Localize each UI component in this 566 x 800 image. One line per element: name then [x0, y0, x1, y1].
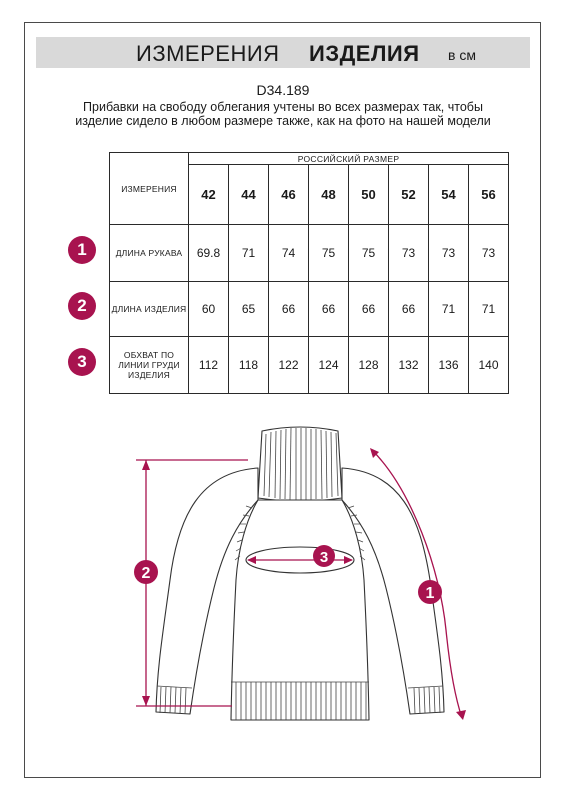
table-cell: 65	[229, 282, 269, 337]
table-cell: 66	[389, 282, 429, 337]
table-row-sleeve-length	[110, 225, 509, 282]
row-badge-length: 2	[68, 292, 96, 320]
size-group-label: РОССИЙСКИЙ РАЗМЕР	[189, 153, 509, 165]
row-label: ОБХВАТ ПО ЛИНИИ ГРУДИ ИЗДЕЛИЯ	[110, 337, 189, 394]
table-cell: 73	[389, 225, 429, 282]
sweater-body	[231, 500, 369, 720]
table-cell: 136	[429, 337, 469, 394]
table-row-garment-length	[110, 282, 509, 337]
table-cell: 66	[309, 282, 349, 337]
table-cell: 132	[389, 337, 429, 394]
table-cell: 75	[349, 225, 389, 282]
article-code: D34.189	[256, 82, 310, 98]
size-header: 50	[349, 165, 389, 225]
diagram-marker-length	[134, 560, 158, 584]
diagram-marker-chest	[313, 545, 335, 567]
sweater-diagram	[0, 420, 566, 750]
row-badge-sleeve: 1	[68, 236, 96, 264]
table-cell: 71	[229, 225, 269, 282]
diagram-marker-sleeve	[418, 580, 442, 604]
size-header: 44	[229, 165, 269, 225]
header-title-garment: ИЗДЕЛИЯ	[309, 41, 420, 66]
marker-sleeve-label: 1	[425, 585, 435, 602]
table-cell: 118	[229, 337, 269, 394]
table-cell: 69.8	[189, 225, 229, 282]
table-cell: 112	[189, 337, 229, 394]
table-cell: 128	[349, 337, 389, 394]
header-unit: в см	[448, 47, 476, 63]
size-header: 52	[389, 165, 429, 225]
table-cell: 74	[269, 225, 309, 282]
size-header: 48	[309, 165, 349, 225]
table-row-chest-girth	[110, 337, 509, 394]
table-cell: 71	[429, 282, 469, 337]
corner-label: ИЗМЕРЕНИЯ	[110, 153, 189, 225]
table-cell: 73	[469, 225, 509, 282]
size-header: 56	[469, 165, 509, 225]
row-label: ДЛИНА ИЗДЕЛИЯ	[110, 282, 189, 337]
table-cell: 71	[469, 282, 509, 337]
table-cell: 122	[269, 337, 309, 394]
size-table	[109, 152, 509, 394]
header-title-measurements: ИЗМЕРЕНИЯ	[136, 41, 280, 66]
table-cell: 60	[189, 282, 229, 337]
table-cell: 140	[469, 337, 509, 394]
fit-note: Прибавки на свободу облегания учтены во всех размерах так, чтобы изделие сидело в любом размере также, как на фото на нашей модели	[75, 100, 491, 128]
size-header: 54	[429, 165, 469, 225]
table-cell: 66	[349, 282, 389, 337]
marker-length-label: 2	[141, 565, 151, 582]
row-label: ДЛИНА РУКАВА	[110, 225, 189, 282]
marker-chest-label: 3	[319, 549, 329, 566]
table-cell: 66	[269, 282, 309, 337]
table-cell: 75	[309, 225, 349, 282]
size-header: 46	[269, 165, 309, 225]
table-cell: 124	[309, 337, 349, 394]
row-badge-chest: 3	[68, 348, 96, 376]
size-header: 42	[189, 165, 229, 225]
table-cell: 73	[429, 225, 469, 282]
